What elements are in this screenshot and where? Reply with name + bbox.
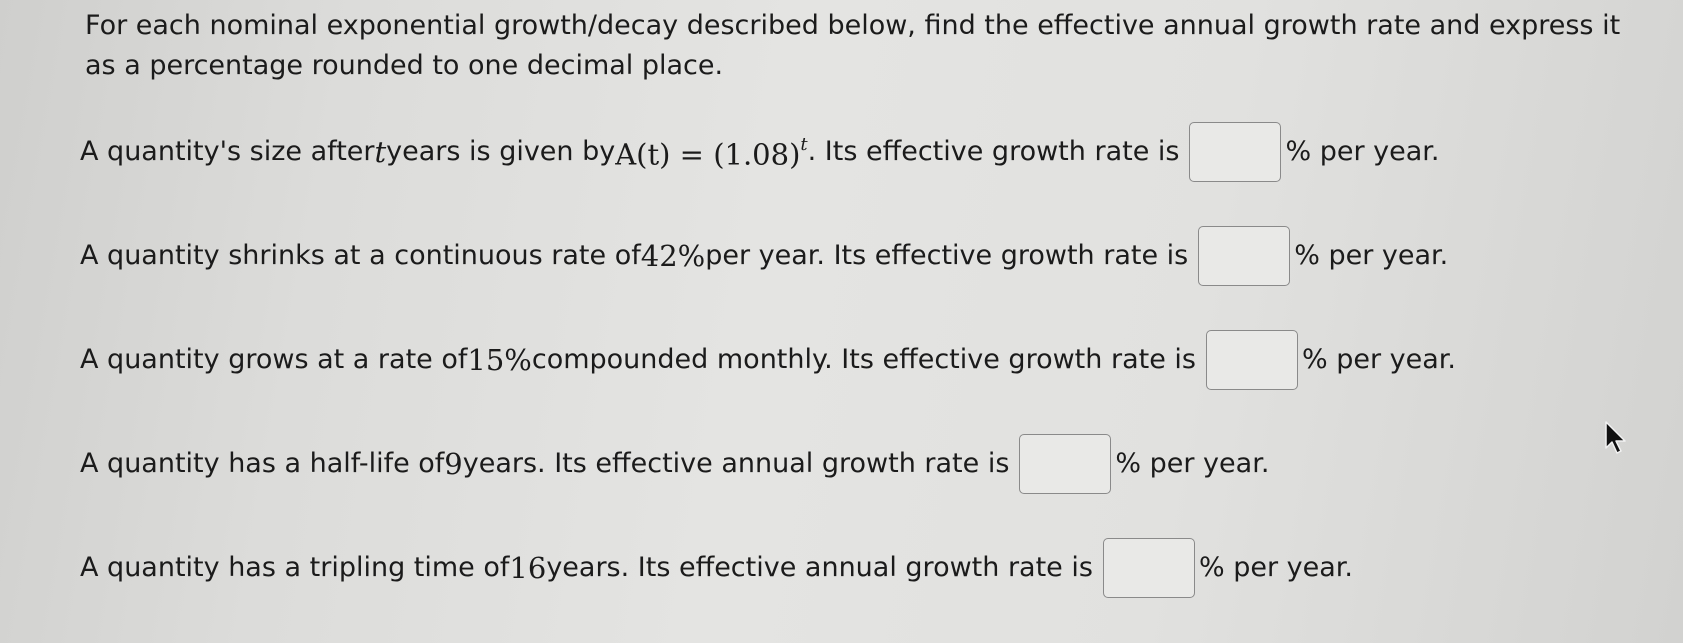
problem-1-text-end: . Its effective growth rate is [807,136,1180,167]
problem-3-unit: % per year. [1301,344,1456,375]
problem-1 [80,122,1439,182]
answer-input-2[interactable] [1198,226,1290,286]
answer-input-5[interactable] [1103,538,1195,598]
problem-1-formula: $A(t) = (1.08)^t$ [615,134,808,172]
answer-input-1[interactable] [1189,122,1281,182]
problem-5-value: 16 [509,551,547,585]
problem-3 [80,330,1456,390]
problem-1-variable: t [374,135,387,169]
answer-input-3[interactable] [1206,330,1298,390]
problem-3-value: 15% [467,343,532,377]
problem-2-text-end: per year. Its effective growth rate is [705,240,1189,271]
problem-4 [80,434,1269,494]
problem-5 [80,538,1353,598]
problem-5-text-end: years. Its effective annual growth rate is [546,552,1093,583]
problem-4-value: 9 [444,447,463,481]
instructions-text: For each nominal exponential growth/decay described below, find the effective annual growth rate and express it as a percentage rounded to one decimal place. [85,10,1621,81]
answer-input-4[interactable] [1019,434,1111,494]
problem-4-text-start: A quantity has a half-life of [80,448,445,479]
problem-1-text-middle: years is given by [386,136,616,167]
problem-1-unit: % per year. [1285,136,1440,167]
problem-3-text-end: compounded monthly. Its effective growth rate is [531,344,1196,375]
problem-5-text-start: A quantity has a tripling time of [80,552,510,583]
problem-2-value: 42% [640,239,706,273]
problem-2 [80,226,1448,286]
problem-5-unit: % per year. [1198,552,1353,583]
problem-2-text-start: A quantity shrinks at a continuous rate of [80,240,641,271]
problem-3-text-start: A quantity grows at a rate of [80,344,468,375]
problem-4-unit: % per year. [1115,448,1270,479]
problem-2-unit: % per year. [1294,240,1449,271]
problem-4-text-end: years. Its effective annual growth rate is [462,448,1010,479]
arrow-cursor-icon [1604,420,1630,456]
problem-1-text-start: A quantity's size after [80,136,375,167]
